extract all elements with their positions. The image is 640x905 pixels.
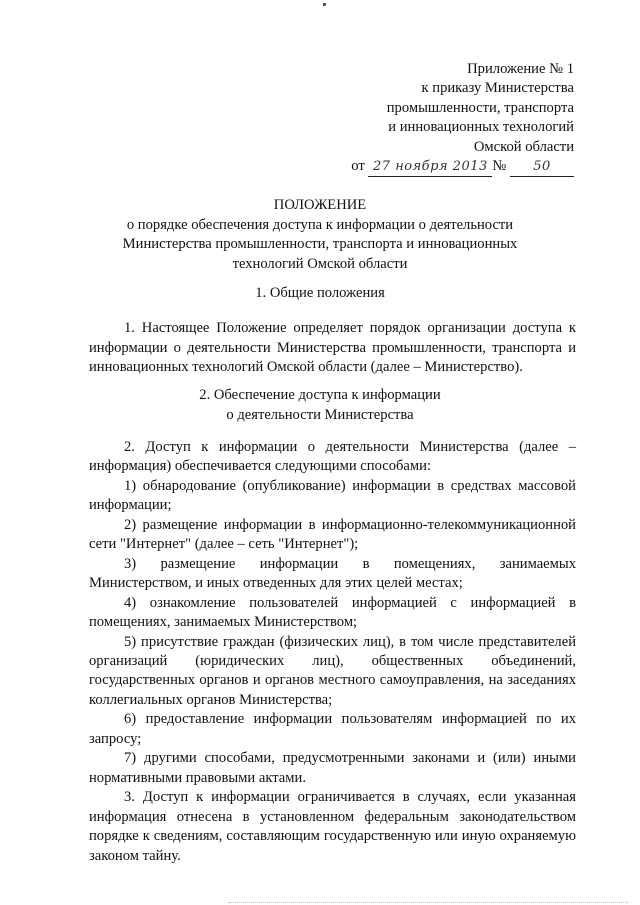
heading-line: 2. Обеспечение доступа к информации xyxy=(199,387,441,403)
title-line: Министерства промышленности, транспорта и инновационных xyxy=(122,236,518,252)
annex-line: к приказу Министерства xyxy=(421,80,574,97)
section-heading-access xyxy=(0,386,640,425)
paragraph-1: 1. Настоящее Положение определяет порядок организации доступа к информации о деятельности Министерства промышленности, транспорта и инновационных технологий Омской области (далее – Министерство). xyxy=(89,320,576,375)
order-date-line xyxy=(351,157,574,177)
list-item: 6) предоставление информации пользователям информацией по их запросу; xyxy=(89,711,576,747)
list-item: 3) размещение информации в помещениях, занимаемых Министерством, и иных отведенных для этих целей местах; xyxy=(89,555,576,592)
document-title xyxy=(0,196,640,274)
list-item: 2) размещение информации в информационно-телекоммуникационной сети "Интернет" (далее – сеть "Интернет"); xyxy=(89,516,576,553)
annex-line: Омской области xyxy=(473,138,574,155)
handwritten-number: 50 xyxy=(510,157,574,177)
list-item: 1) обнародование (опубликование) информации в средствах массовой информации; xyxy=(89,477,576,514)
list-item: 4) ознакомление пользователей информацией с информацией в помещениях, занимаемых Министерством; xyxy=(89,594,576,631)
title-line: ПОЛОЖЕНИЕ xyxy=(273,197,367,213)
list-item: 5) присутствие граждан (физических лиц), в том числе представителей организаций (юридических лиц), общественных объединений, государственных органов и органов местного самоуправления, на заседаниях коллегиальных органов Министерства; xyxy=(89,633,576,708)
annex-line: промышленности, транспорта xyxy=(386,99,574,116)
section-heading-general: 1. Общие положения xyxy=(255,285,385,301)
annex-line: и инновационных технологий xyxy=(388,119,574,136)
scan-mark xyxy=(323,3,326,6)
title-line: технологий Омской области xyxy=(232,255,408,272)
section-2-body xyxy=(89,438,576,866)
list-item: 7) другими способами, предусмотренными законами и (или) иными нормативными правовыми актами. xyxy=(89,750,576,786)
title-line: о порядке обеспечения доступа к информации о деятельности xyxy=(126,216,514,233)
paragraph-2: 2. Доступ к информации о деятельности Министерства (далее – информация) обеспечивается следующими способами: xyxy=(89,439,576,475)
annex-block xyxy=(351,60,574,177)
paragraph-3: 3. Доступ к информации ограничивается в случаях, если указанная информация отнесена в установленном федеральным законодательством порядке к сведениям, составляющим государственную или иную охраняемую законом тайну. xyxy=(89,789,576,864)
from-label: от xyxy=(351,158,365,175)
annex-line: Приложение № 1 xyxy=(467,61,574,77)
number-label: № xyxy=(492,158,507,175)
handwritten-date: 27 ноября 2013 xyxy=(368,157,492,177)
heading-line: о деятельности Министерства xyxy=(226,406,414,423)
